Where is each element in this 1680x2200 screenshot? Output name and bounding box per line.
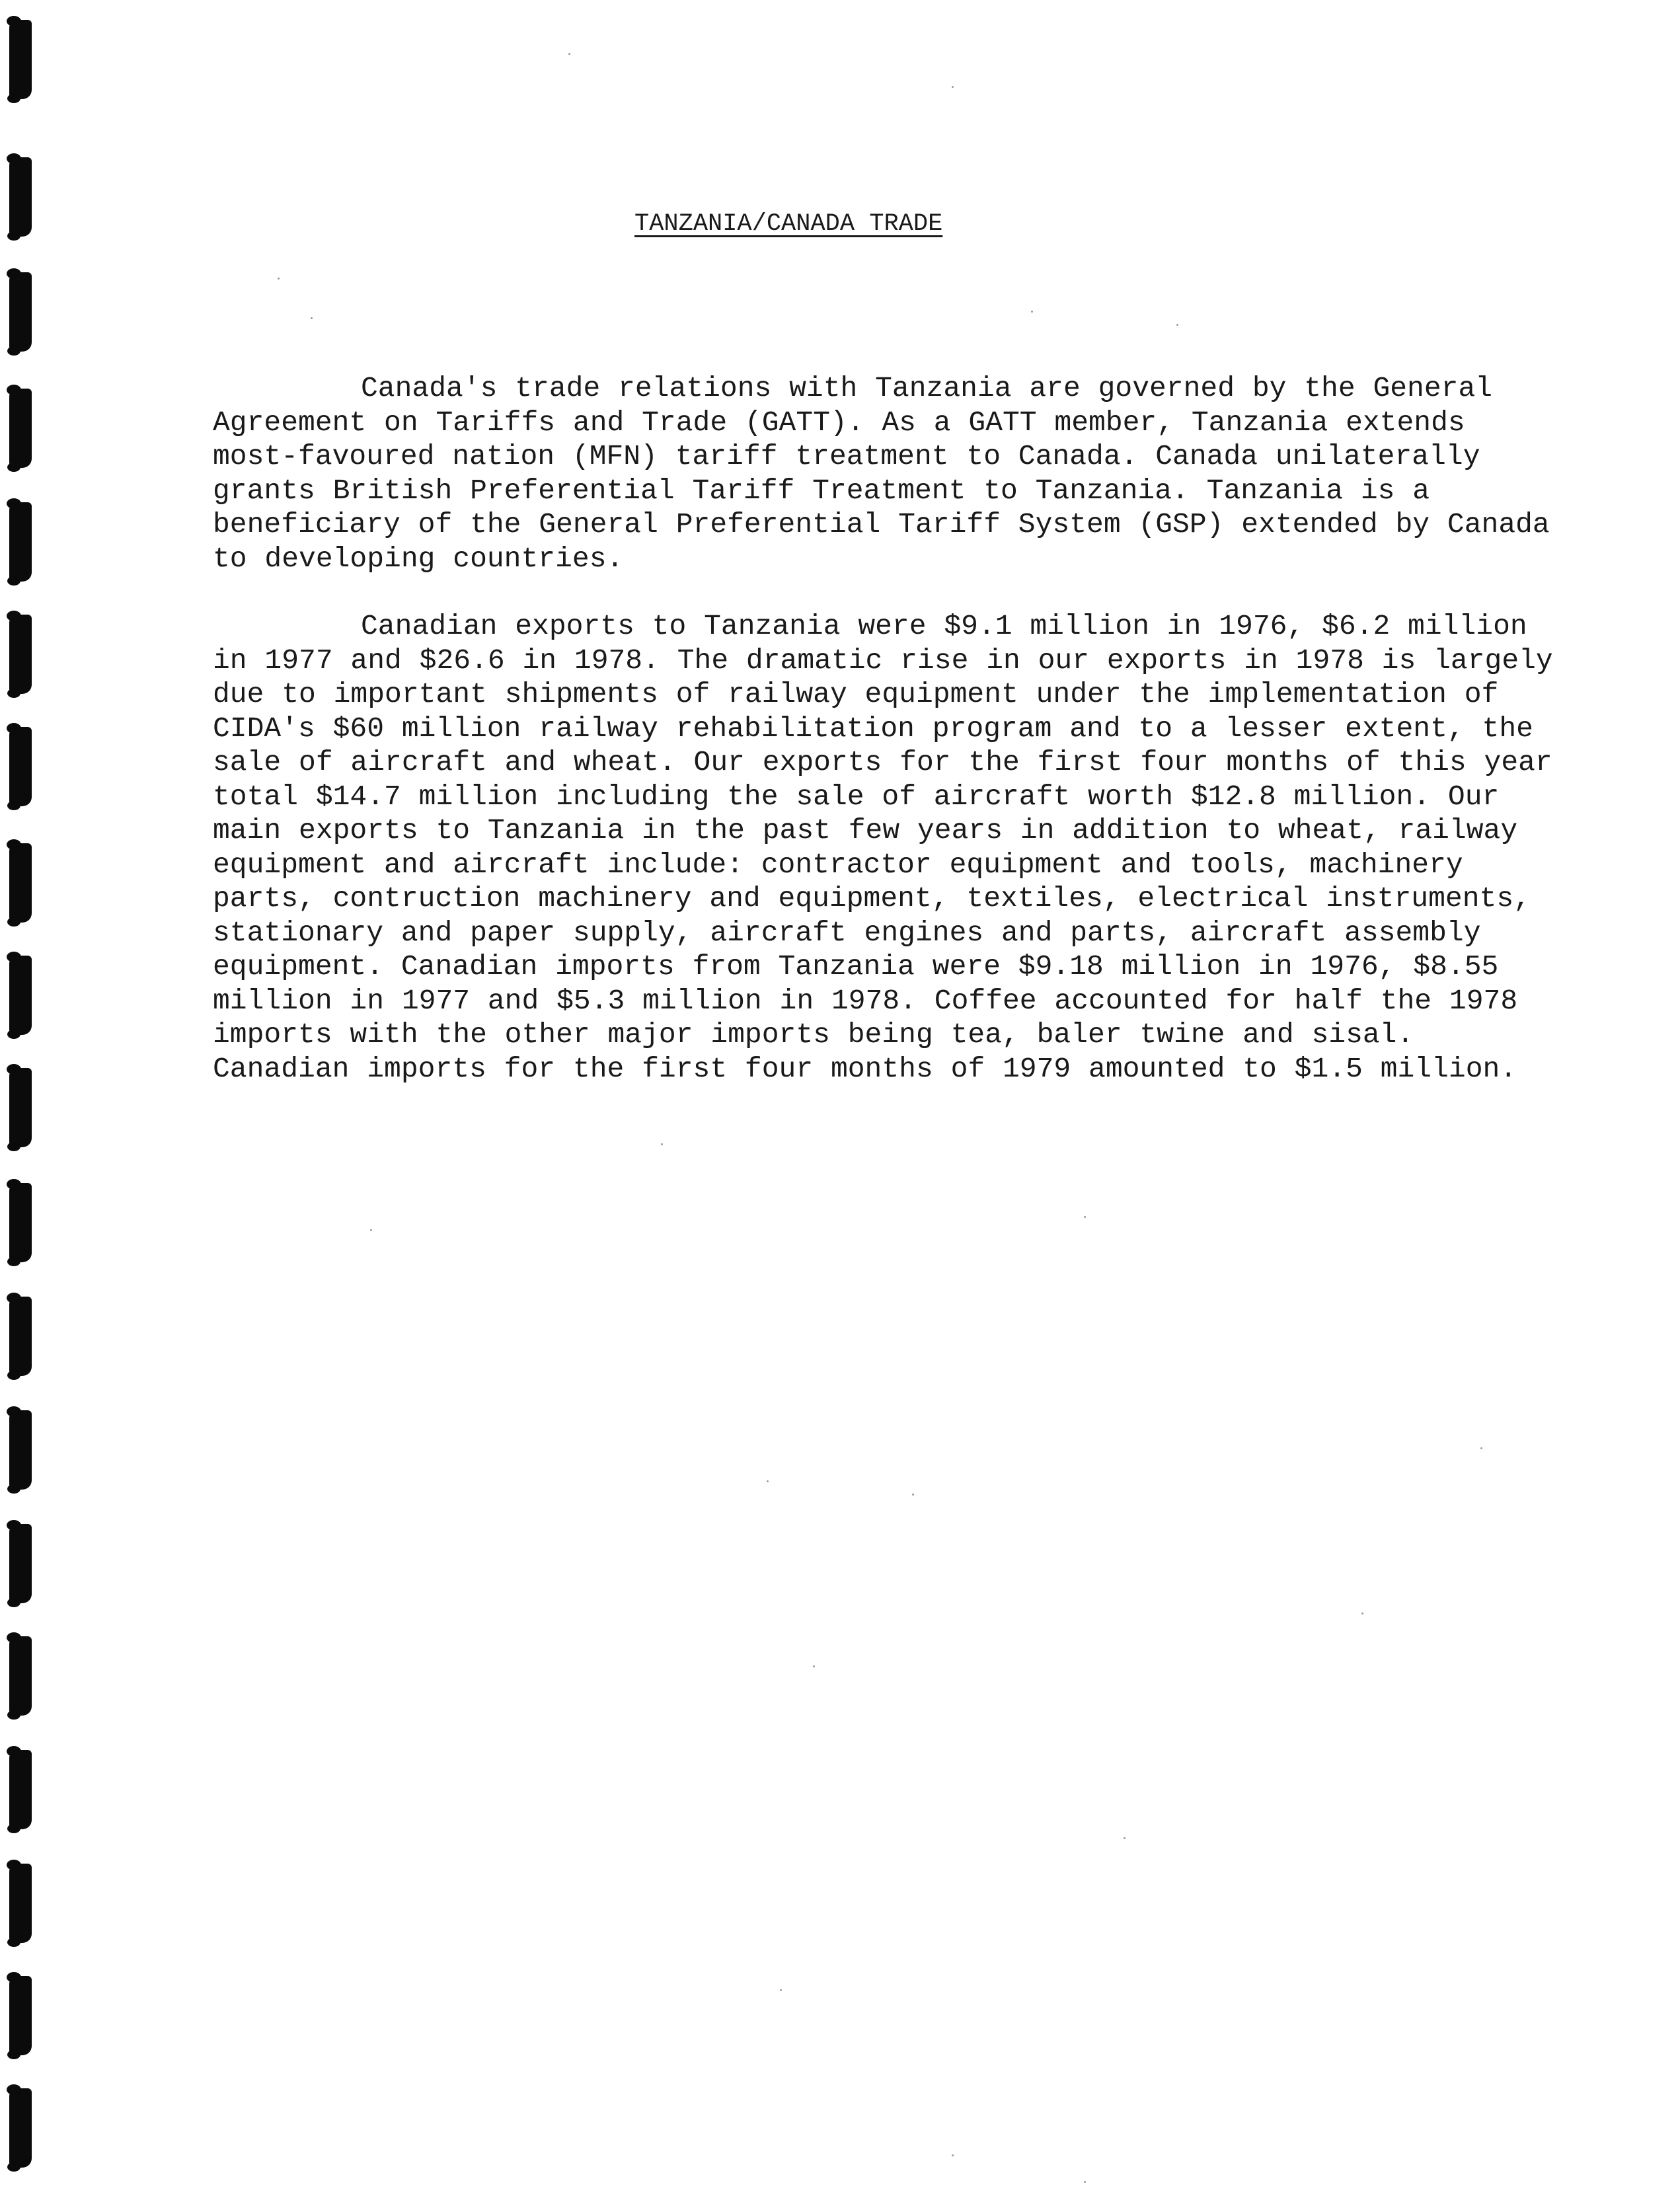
- paragraph-trade-relations: Canada's trade relations with Tanzania are governed by the General Agreement on Tariffs and Trade (GATT). As a GATT member, Tanzania extends most-favoured nation (MFN) tariff treatment to Canada. Canada unilaterally grants British Preferential Tariff Treatment to Tanzania. Tanzania is a beneficiary of the General Preferential Tariff System (GSP) extended by Canada to developing countries.: [213, 372, 1550, 575]
- binding-hole-icon: [9, 272, 32, 352]
- binding-hole-icon: [9, 1524, 32, 1603]
- binding-hole-icon: [9, 615, 32, 694]
- binding-hole-icon: [9, 1864, 32, 1943]
- binding-hole-icon: [9, 2088, 32, 2168]
- binding-hole-icon: [9, 1183, 32, 1262]
- binding-hole-icon: [9, 1297, 32, 1376]
- binding-hole-icon: [9, 502, 32, 582]
- binding-hole-icon: [9, 1750, 32, 1829]
- binding-hole-icon: [9, 20, 32, 99]
- binding-hole-icon: [9, 1976, 32, 2055]
- binding-hole-icon: [9, 389, 32, 468]
- page-title: TANZANIA/CANADA TRADE: [634, 210, 943, 238]
- binding-hole-icon: [9, 1636, 32, 1716]
- binding-hole-icon: [9, 1410, 32, 1490]
- binding-holes: [0, 0, 53, 2200]
- paragraph-exports-imports: Canadian exports to Tanzania were $9.1 million in 1976, $6.2 million in 1977 and $26.6 in 1978. The dramatic rise in our exports in 1978 is largely due to important shipments of railway equipment under the implementation of CIDA's $60 million railway rehabilitation program and to a lesser extent, the sale of aircraft and wheat. Our exports for the first four months of this year total $14.7 million including the sale of aircraft worth $12.8 million. Our main exports to Tanzania in the past few years in addition to wheat, railway equipment and aircraft include: contractor equipment and tools, machinery parts, contruction machinery and equipment, textiles, electrical instruments, stationary and paper supply, aircraft engines and parts, aircraft assembly equipment. Canadian imports from Tanzania were $9.18 million in 1976, $8.55 million in 1977 and $5.3 million in 1978. Coffee accounted for half the 1978 imports with the other major imports being tea, baler twine and sisal. Canadian imports for the first four months of 1979 amounted to $1.5 million.: [213, 610, 1553, 1085]
- binding-hole-icon: [9, 727, 32, 806]
- binding-hole-icon: [9, 1068, 32, 1147]
- binding-hole-icon: [9, 157, 32, 237]
- binding-hole-icon: [9, 843, 32, 923]
- binding-hole-icon: [9, 956, 32, 1035]
